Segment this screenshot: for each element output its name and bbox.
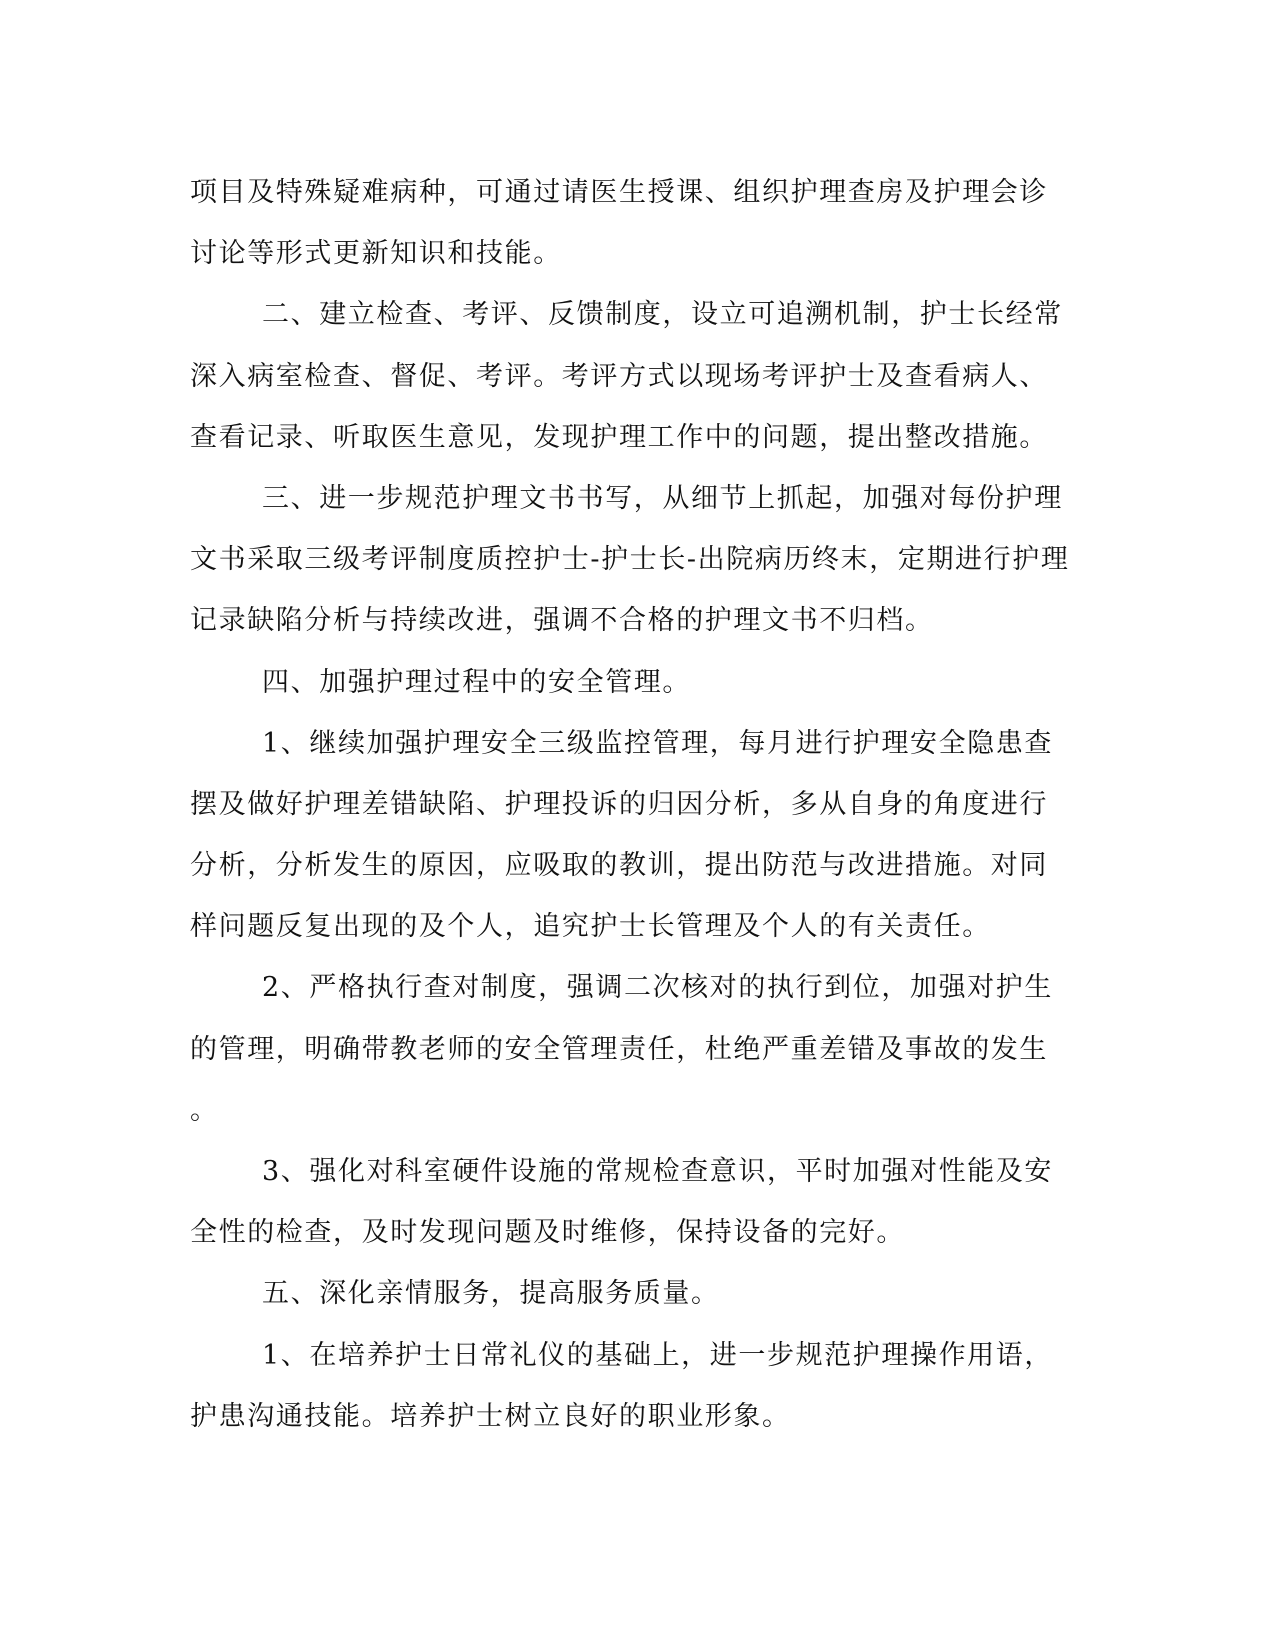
text-line: 文书采取三级考评制度质控护士-护士长-出院病历终末，定期进行护理	[190, 544, 1070, 576]
text-line: 记录缺陷分析与持续改进，强调不合格的护理文书不归档。	[190, 605, 934, 637]
text-line: 项目及特殊疑难病种，可通过请医生授课、组织护理查房及护理会诊	[190, 177, 1048, 208]
text-line: 全性的检查，及时发现问题及时维修，保持设备的完好。	[190, 1217, 905, 1249]
list-item-1: 1、继续加强护理安全三级监控管理，每月进行护理安全隐患查	[262, 727, 1053, 759]
section-heading-2: 二、建立检查、考评、反馈制度，设立可追溯机制，护士长经常	[262, 299, 1063, 331]
text-line: 摆及做好护理差错缺陷、护理投诉的归因分析，多从自身的角度进行	[190, 788, 1048, 820]
text-line: 的管理，明确带教老师的安全管理责任，杜绝严重差错及事故的发生	[190, 1033, 1048, 1065]
text-line: 深入病室检查、督促、考评。考评方式以现场考评护士及查看病人、	[190, 360, 1048, 392]
text-line: 讨论等形式更新知识和技能。	[190, 238, 562, 270]
section-heading-4: 四、加强护理过程中的安全管理。	[262, 666, 691, 698]
section-heading-3: 三、进一步规范护理文书书写，从细节上抓起，加强对每份护理	[262, 482, 1063, 514]
list-item-1b: 1、在培养护士日常礼仪的基础上，进一步规范护理操作用语，	[262, 1339, 1053, 1371]
text-line: 。	[190, 1094, 219, 1126]
list-item-2: 2、严格执行查对制度，强调二次核对的执行到位，加强对护生	[262, 972, 1053, 1004]
text-line: 护患沟通技能。培养护士树立良好的职业形象。	[190, 1400, 791, 1432]
text-line: 查看记录、听取医生意见，发现护理工作中的问题，提出整改措施。	[190, 421, 1048, 453]
text-line: 分析，分析发生的原因，应吸取的教训，提出防范与改进措施。对同	[190, 850, 1048, 882]
text-line: 样问题反复出现的及个人，追究护士长管理及个人的有关责任。	[190, 911, 991, 943]
list-item-3: 3、强化对科室硬件设施的常规检查意识，平时加强对性能及安	[262, 1156, 1053, 1187]
section-heading-5: 五、深化亲情服务，提高服务质量。	[262, 1278, 720, 1310]
document-body	[190, 162, 1080, 1447]
